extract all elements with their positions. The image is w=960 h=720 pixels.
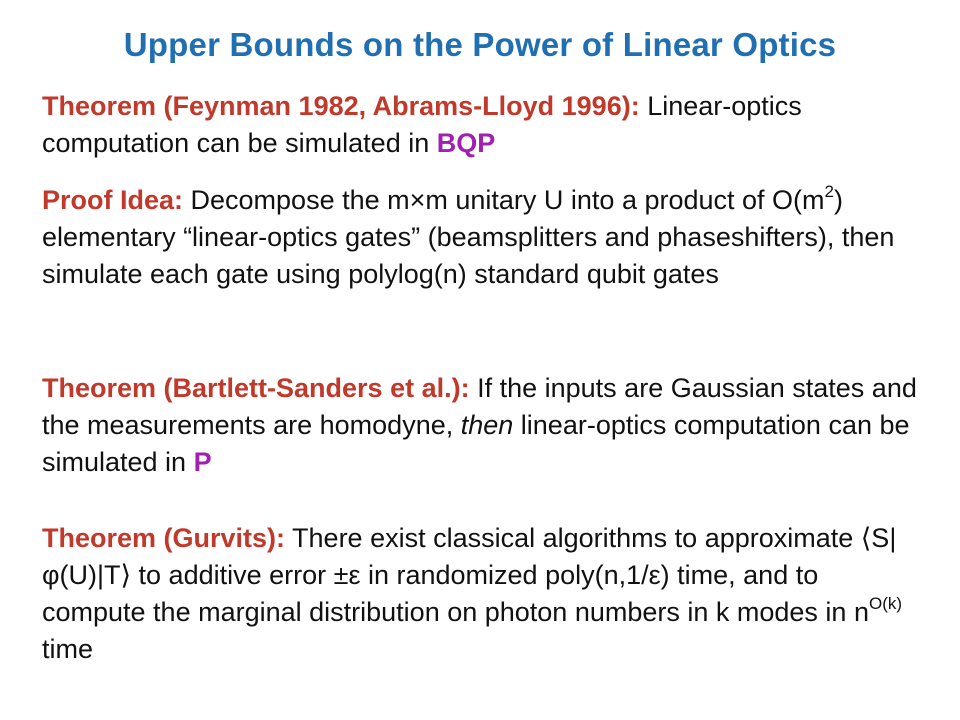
complexity-class-p: P bbox=[193, 447, 212, 477]
theorem-text-a: There exist classical algorithms to approximate ⟨S|φ(U)|T⟩ to additive error ±ε in randomized poly(n,1/ε) time, and to compute the marginal distribution on photon numbers in k modes in n bbox=[42, 523, 897, 627]
theorem-label: Theorem (Gurvits): bbox=[42, 523, 286, 553]
theorem-label: Theorem (Bartlett-Sanders et al.): bbox=[42, 373, 470, 403]
slide-title: Upper Bounds on the Power of Linear Optics bbox=[123, 26, 837, 63]
theorem-emphasis: then bbox=[460, 410, 514, 440]
theorem-superscript: O(k) bbox=[868, 594, 903, 613]
theorem-bartlett-sanders bbox=[42, 370, 922, 481]
theorem-text: Linear-optics computation can be simulated in bbox=[42, 91, 802, 158]
theorem-label: Theorem (Feynman 1982, Abrams-Lloyd 1996): bbox=[42, 91, 640, 121]
proof-superscript: 2 bbox=[824, 182, 834, 201]
theorem-text-b: time bbox=[42, 634, 94, 664]
theorem-feynman bbox=[42, 88, 922, 162]
proof-text-b: ) elementary “linear-optics gates” (beamsplitters and phaseshifters), then simulate each gate using polylog(n) standard qubit gates bbox=[42, 185, 895, 289]
proof-text-a: Decompose the m×m unitary U into a product of O(m bbox=[183, 185, 825, 215]
theorem-text-a: If the inputs are Gaussian states and the measurements are homodyne, bbox=[42, 373, 917, 440]
proof-label: Proof Idea: bbox=[42, 185, 184, 215]
proof-idea bbox=[42, 182, 922, 293]
theorem-gurvits bbox=[42, 520, 922, 668]
theorem-text-b: linear-optics computation can be simulated in bbox=[42, 410, 910, 477]
complexity-class-bqp: BQP bbox=[436, 128, 496, 158]
